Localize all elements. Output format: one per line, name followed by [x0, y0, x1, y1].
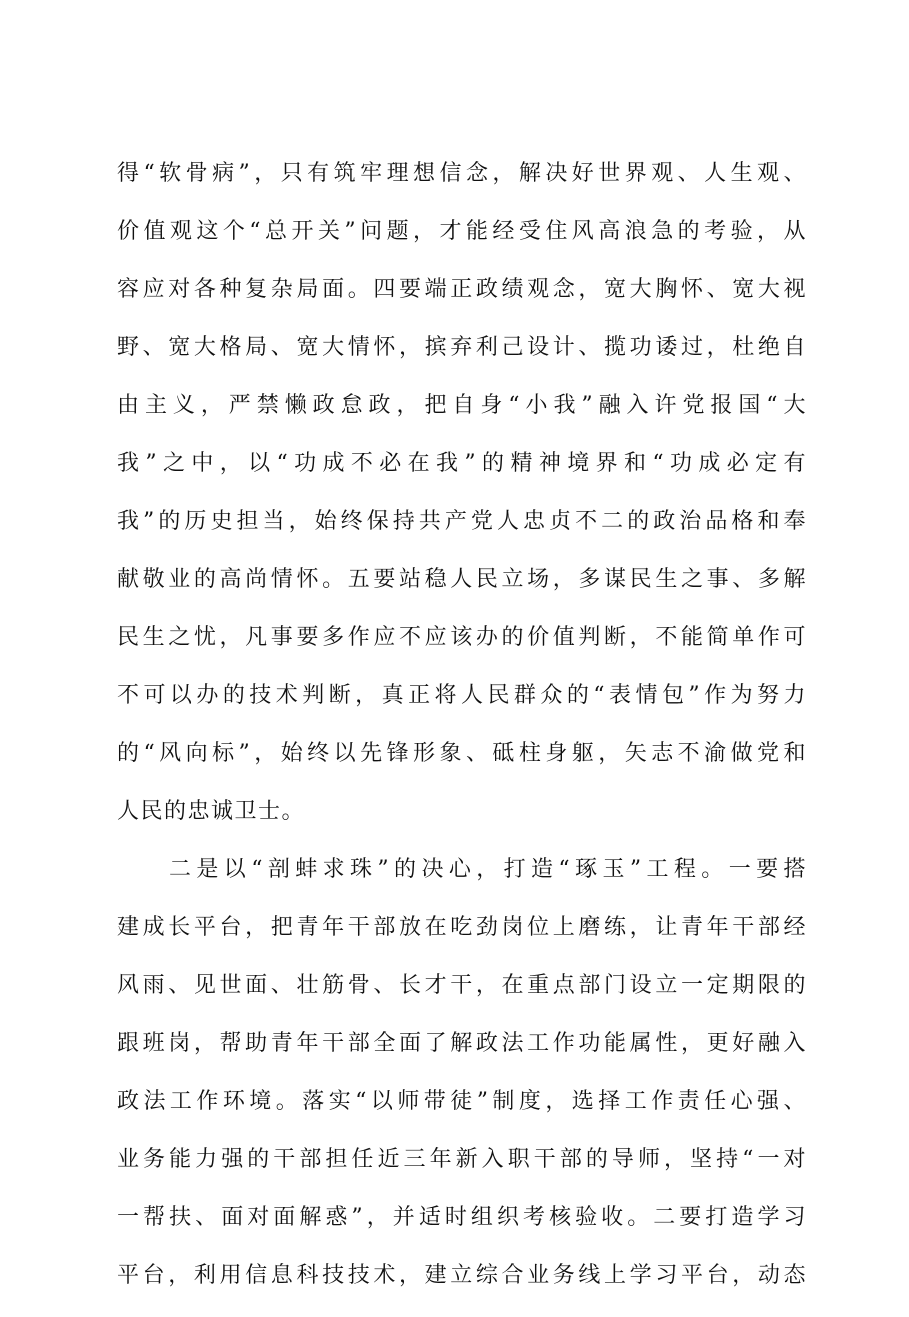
text-line: 一帮扶、面对面解惑”，并适时组织考核验收。二要打造学习 — [117, 1205, 807, 1230]
text-line: 民生之忧，凡事要多作应不应该办的价值判断，不能简单作可 — [117, 625, 807, 650]
text-line: 得“软骨病”，只有筑牢理想信念，解决好世界观、人生观、 — [117, 161, 807, 186]
text-line: 的“风向标”，始终以先锋形象、砥柱身躯，矢志不渝做党和 — [117, 741, 807, 766]
text-line: 政法工作环境。落实“以师带徒”制度，选择工作责任心强、 — [117, 1089, 807, 1114]
text-line: 二是以“剖蚌求珠”的决心，打造“琢玉”工程。一要搭 — [169, 857, 807, 882]
paragraph-1 — [117, 157, 807, 829]
text-line: 风雨、见世面、壮筋骨、长才干，在重点部门设立一定期限的 — [117, 973, 807, 998]
body-text — [117, 157, 807, 1317]
text-line: 跟班岗，帮助青年干部全面了解政法工作功能属性，更好融入 — [117, 1031, 807, 1056]
text-line: 建成长平台，把青年干部放在吃劲岗位上磨练，让青年干部经 — [117, 915, 807, 940]
text-line: 献敬业的高尚情怀。五要站稳人民立场，多谋民生之事、多解 — [117, 567, 807, 592]
text-line: 平台，利用信息科技技术，建立综合业务线上学习平台，动态 — [117, 1263, 807, 1288]
text-line: 人民的忠诚卫士。 — [117, 799, 306, 824]
text-line: 不可以办的技术判断，真正将人民群众的“表情包”作为努力 — [117, 683, 807, 708]
text-line: 由主义，严禁懒政怠政，把自身“小我”融入许党报国“大 — [117, 393, 807, 418]
text-line: 我”之中，以“功成不必在我”的精神境界和“功成必定有 — [117, 451, 807, 476]
text-line: 价值观这个“总开关”问题，才能经受住风高浪急的考验，从 — [117, 219, 807, 244]
text-line: 业务能力强的干部担任近三年新入职干部的导师，坚持“一对 — [117, 1147, 807, 1172]
text-line: 我”的历史担当，始终保持共产党人忠贞不二的政治品格和奉 — [117, 509, 807, 534]
text-line: 容应对各种复杂局面。四要端正政绩观念，宽大胸怀、宽大视 — [117, 277, 807, 302]
text-line: 野、宽大格局、宽大情怀，摈弃利己设计、揽功诿过，杜绝自 — [117, 335, 807, 360]
paragraph-2 — [117, 853, 807, 1293]
